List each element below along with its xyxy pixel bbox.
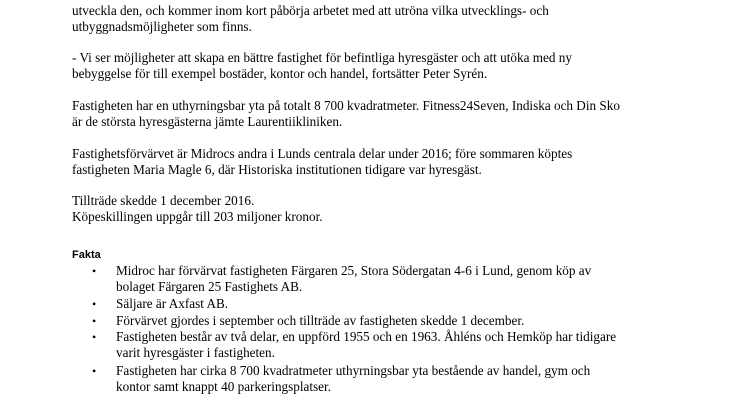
- list-item-line-1: Förvärvet gjordes i september och tillträde av fastigheten skedde 1 december.: [116, 313, 525, 328]
- bullet-icon: •: [92, 314, 97, 328]
- closing-paragraph-line-2: Köpeskillingen uppgår till 203 miljoner kronor.: [72, 209, 323, 224]
- list-item-line-1: Säljare är Axfast AB.: [116, 296, 229, 311]
- closing-paragraph-line-1: Tillträde skedde 1 december 2016.: [72, 193, 255, 208]
- area-paragraph-line-1: Fastigheten har en uthyrningsbar yta på totalt 8 700 kvadratmeter. Fitness24Seven, Indiska och Din Sko: [72, 98, 620, 113]
- acquisition-paragraph-line-1: Fastighetsförvärvet är Midrocs andra i Lunds centrala delar under 2016; före sommaren köptes: [72, 146, 573, 161]
- acquisition-paragraph-line-2: fastigheten Maria Magle 6, där Historiska institutionen tidigare var hyresgäst.: [72, 162, 482, 177]
- intro-paragraph-line-2: utbyggnadsmöjligheter som finns.: [72, 19, 252, 34]
- list-item-line-1: Fastigheten har cirka 8 700 kvadratmeter uthyrningsbar yta bestående av handel, gym och: [116, 363, 591, 378]
- intro-paragraph-line-1: utveckla den, och kommer inom kort påbörja arbetet med att utröna vilka utvecklings- och: [72, 3, 549, 18]
- bullet-icon: •: [92, 264, 97, 278]
- list-item-line-2: bolaget Färgaren 25 Fastighets AB.: [116, 279, 303, 294]
- list-item-line-2: kontor samt knappt 40 parkeringsplatser.: [116, 379, 331, 394]
- area-paragraph-line-2: är de största hyresgästerna jämte Laurentiikliniken.: [72, 114, 343, 129]
- bullet-icon: •: [92, 297, 97, 311]
- quote-paragraph-line-1: - Vi ser möjligheter att skapa en bättre fastighet för befintliga hyresgäster och att utöka med ny: [72, 50, 572, 65]
- bullet-icon: •: [92, 330, 97, 344]
- list-item-line-2: varit hyresgäster i fastigheten.: [116, 345, 275, 360]
- facts-heading: Fakta: [72, 249, 101, 261]
- list-item-line-1: Fastigheten består av två delar, en uppförd 1955 och en 1963. Åhléns och Hemköp har tidigare: [116, 329, 617, 344]
- list-item-line-1: Midroc har förvärvat fastigheten Färgaren 25, Stora Södergatan 4-6 i Lund, genom köp av: [116, 263, 592, 278]
- bullet-icon: •: [92, 364, 97, 378]
- quote-paragraph-line-2: bebyggelse för till exempel bostäder, kontor och handel, fortsätter Peter Syrén.: [72, 66, 488, 81]
